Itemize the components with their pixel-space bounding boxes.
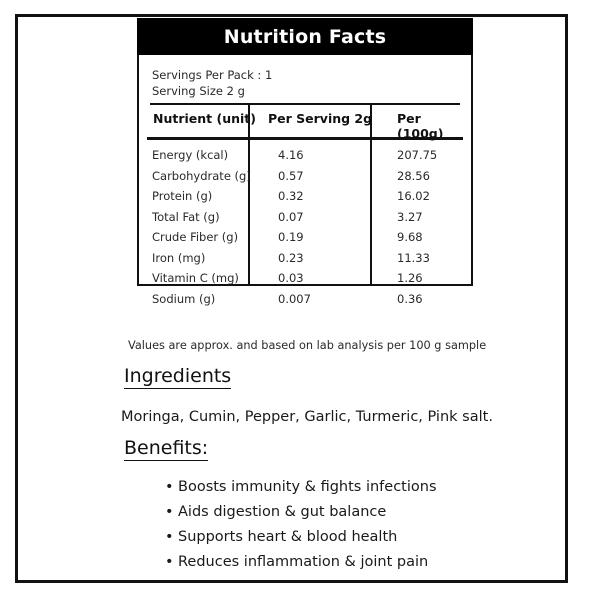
list-item: • Reduces inflammation & joint pain (165, 550, 437, 575)
cell-per-100g: 28.56 (397, 168, 430, 183)
page-title: Nutrition Facts (223, 25, 387, 48)
cell-per-100g: 3.27 (397, 209, 423, 224)
column-header-nutrient: Nutrient (unit) (153, 111, 256, 126)
cell-nutrient: Vitamin C (mg) (152, 271, 239, 285)
cell-per-100g: 16.02 (397, 189, 430, 203)
cell-nutrient: Total Fat (g) (152, 209, 220, 224)
table-row (139, 251, 471, 272)
table-row (139, 292, 471, 313)
column-header-per-serving: Per Serving 2g (268, 111, 373, 126)
cell-per-100g: 0.36 (397, 291, 423, 306)
cell-per-serving: 0.007 (278, 291, 311, 306)
ingredients-heading (124, 365, 231, 387)
nutrition-facts-title-bar (137, 18, 473, 55)
cell-per-serving: 0.23 (278, 250, 304, 265)
ingredients-text: Moringa, Cumin, Pepper, Garlic, Turmeric, Pink salt. (121, 409, 493, 425)
cell-per-100g: 9.68 (397, 230, 423, 244)
nutrition-facts-panel (137, 18, 473, 306)
cell-nutrient: Protein (g) (152, 189, 213, 203)
column-header-per-100g: Per (100g) (397, 111, 444, 141)
label-page (15, 14, 568, 583)
nutrient-rows (139, 148, 471, 312)
cell-per-100g: 1.26 (397, 271, 423, 285)
table-row (139, 230, 471, 251)
cell-per-serving: 0.03 (278, 271, 304, 285)
table-row (139, 210, 471, 231)
benefits-list (165, 475, 437, 575)
footnote-text: Values are approx. and based on lab analysis per 100 g sample (128, 339, 487, 352)
table-row (139, 169, 471, 190)
cell-nutrient: Crude Fiber (g) (152, 230, 239, 244)
list-item: • Aids digestion & gut balance (165, 500, 437, 525)
cell-per-serving: 0.57 (278, 168, 304, 183)
cell-per-100g: 11.33 (397, 250, 430, 265)
serving-divider-rule (150, 103, 460, 105)
table-row (139, 148, 471, 169)
cell-per-serving: 4.16 (278, 148, 304, 162)
table-row (139, 271, 471, 292)
cell-nutrient: Iron (mg) (152, 250, 206, 265)
cell-nutrient: Carbohydrate (g) (152, 168, 251, 183)
list-item: • Supports heart & blood health (165, 525, 437, 550)
serving-size: Serving Size 2 g (152, 84, 245, 98)
table-row (139, 189, 471, 210)
cell-per-serving: 0.19 (278, 230, 304, 244)
ingredients-heading-label: Ingredients (124, 365, 232, 387)
benefits-heading-label: Benefits: (124, 437, 209, 459)
cell-per-serving: 0.07 (278, 209, 304, 224)
nutrition-facts-body (137, 55, 473, 306)
list-item: • Boosts immunity & fights infections (165, 475, 437, 500)
cell-nutrient: Sodium (g) (152, 291, 216, 306)
cell-per-100g: 207.75 (397, 148, 438, 162)
cell-per-serving: 0.32 (278, 189, 304, 203)
cell-nutrient: Energy (kcal) (152, 148, 229, 162)
servings-per-pack: Servings Per Pack : 1 (152, 68, 273, 82)
benefits-heading (124, 437, 208, 459)
